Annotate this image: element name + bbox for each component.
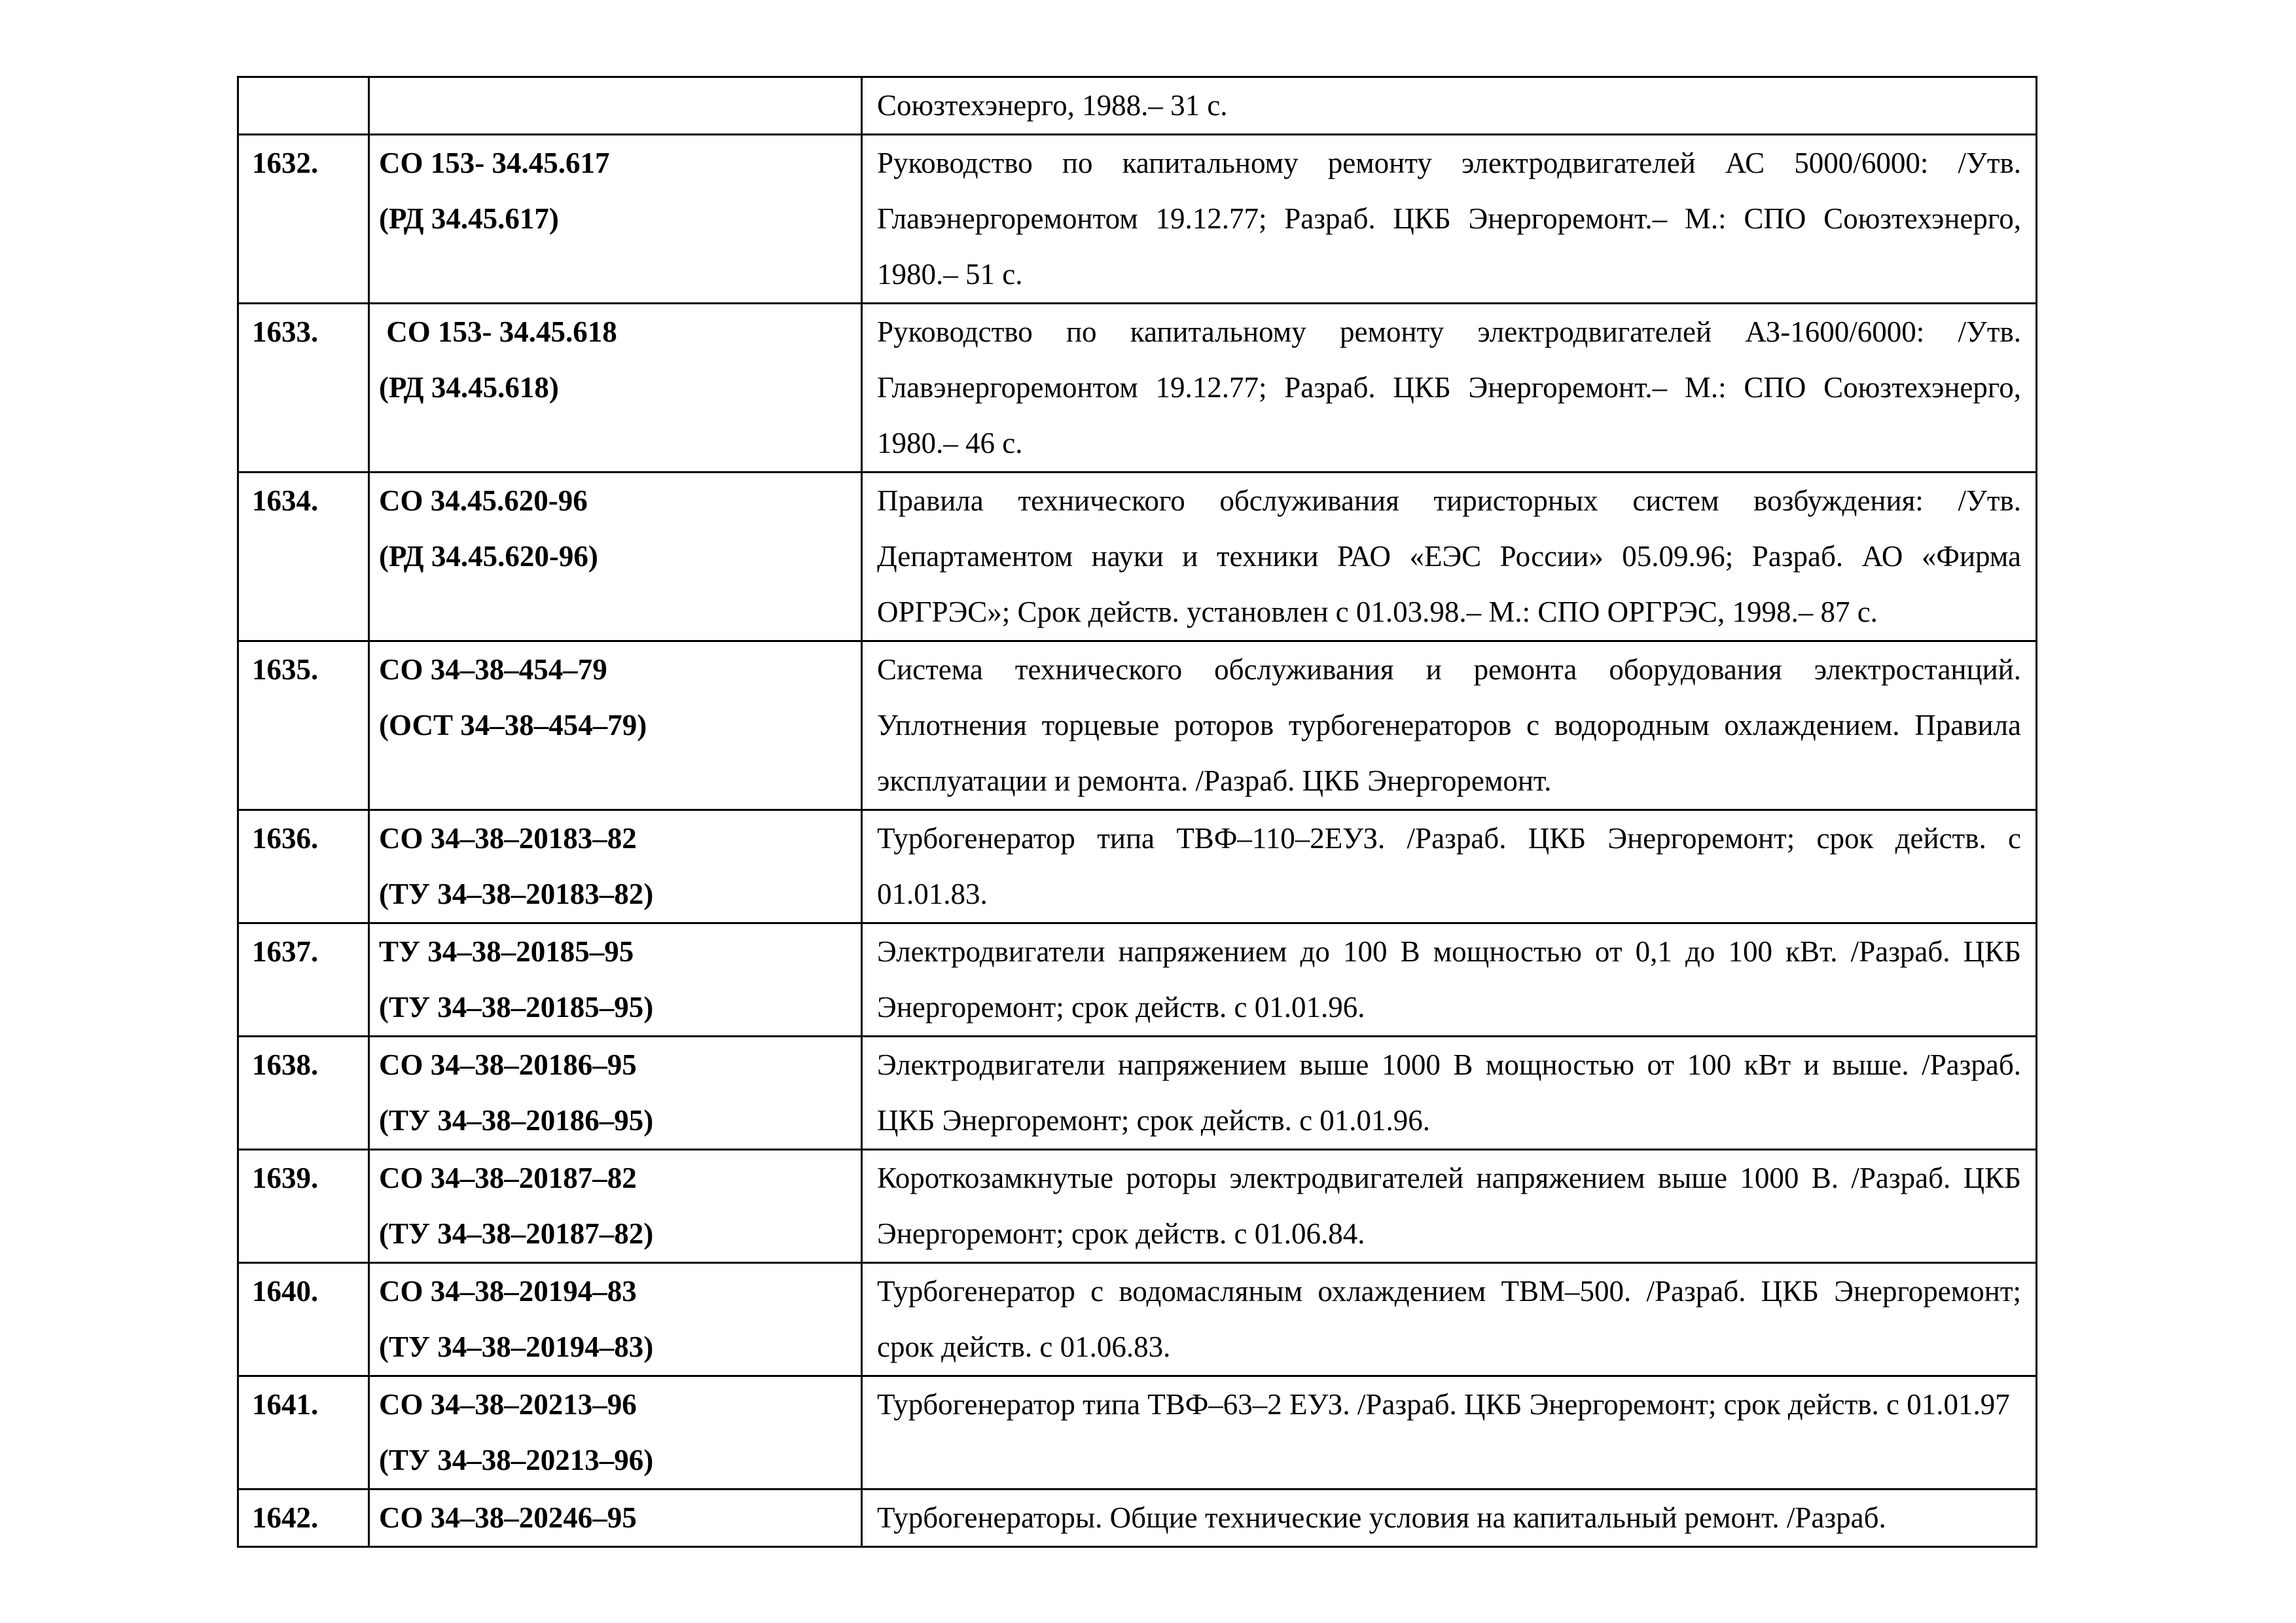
standard-code-cell	[369, 304, 862, 473]
standard-code-cell	[369, 1037, 862, 1150]
standard-code: СО 34–38–20186–95	[379, 1048, 637, 1081]
row-number	[238, 77, 369, 135]
standard-code: СО 153- 34.45.617	[379, 147, 610, 179]
standard-code-cell	[369, 1150, 862, 1263]
row-number: 1632.	[238, 135, 369, 304]
row-number: 1641.	[238, 1376, 369, 1489]
alternate-code: (РД 34.45.618)	[379, 371, 559, 404]
row-number: 1642.	[238, 1489, 369, 1547]
alternate-code: (РД 34.45.617)	[379, 202, 559, 235]
standard-code: СО 34.45.620-96	[379, 484, 588, 517]
standards-table	[237, 76, 2037, 1548]
standard-code: СО 34–38–20183–82	[379, 822, 637, 855]
standard-description: Руководство по капитальному ремонту электродвигателей АС 5000/6000: /Утв. Главэнергоремонтом 19.12.77; Разраб. ЦКБ Энергоремонт.– М.: СПО Союзтехэнерго, 1980.– 51 с.	[862, 135, 2037, 304]
standard-code-cell	[369, 1489, 862, 1547]
standard-description: Турбогенератор с водомасляным охлаждением ТВМ–500. /Разраб. ЦКБ Энергоремонт; срок действ. с 01.06.83.	[862, 1263, 2037, 1376]
alternate-code: (ОСТ 34–38–454–79)	[379, 709, 647, 741]
table-row	[238, 1489, 2037, 1547]
row-number: 1640.	[238, 1263, 369, 1376]
alternate-code: (ТУ 34–38–20213–96)	[379, 1444, 654, 1476]
standard-code: ТУ 34–38–20185–95	[379, 935, 634, 968]
alternate-code: (ТУ 34–38–20183–82)	[379, 878, 654, 910]
standard-description: Электродвигатели напряжением выше 1000 В мощностью от 100 кВт и выше. /Разраб. ЦКБ Энергоремонт; срок действ. с 01.01.96.	[862, 1037, 2037, 1150]
standard-code-cell	[369, 1263, 862, 1376]
table-row	[238, 1376, 2037, 1489]
standard-code: СО 34–38–20194–83	[379, 1275, 637, 1308]
standard-description: Турбогенераторы. Общие технические условия на капитальный ремонт. /Разраб.	[862, 1489, 2037, 1547]
standard-description: Руководство по капитальному ремонту электродвигателей АЗ-1600/6000: /Утв. Главэнергоремонтом 19.12.77; Разраб. ЦКБ Энергоремонт.– М.: СПО Союзтехэнерго, 1980.– 46 с.	[862, 304, 2037, 473]
standard-description: Система технического обслуживания и ремонта оборудования электростанций. Уплотнения торцевые роторов турбогенераторов с водородным охлаждением. Правила эксплуатации и ремонта. /Разраб. ЦКБ Энергоремонт.	[862, 641, 2037, 810]
table-row	[238, 1263, 2037, 1376]
table-row	[238, 641, 2037, 810]
row-number: 1633.	[238, 304, 369, 473]
standard-code-cell	[369, 1376, 862, 1489]
standard-code-cell	[369, 810, 862, 923]
row-number: 1639.	[238, 1150, 369, 1263]
row-number: 1635.	[238, 641, 369, 810]
standard-code-cell	[369, 923, 862, 1037]
row-number: 1634.	[238, 473, 369, 641]
row-number: 1638.	[238, 1037, 369, 1150]
standard-code: СО 34–38–20213–96	[379, 1388, 637, 1421]
table-row	[238, 77, 2037, 135]
table-row	[238, 304, 2037, 473]
standard-description: Союзтехэнерго, 1988.– 31 с.	[862, 77, 2037, 135]
table-row	[238, 473, 2037, 641]
standard-description: Короткозамкнутые роторы электродвигателей напряжением выше 1000 В. /Разраб. ЦКБ Энергоремонт; срок действ. с 01.06.84.	[862, 1150, 2037, 1263]
standard-description: Электродвигатели напряжением до 100 В мощностью от 0,1 до 100 кВт. /Разраб. ЦКБ Энергоремонт; срок действ. с 01.01.96.	[862, 923, 2037, 1037]
row-number: 1636.	[238, 810, 369, 923]
standard-description: Турбогенератор типа ТВФ–63–2 ЕУЗ. /Разраб. ЦКБ Энергоремонт; срок действ. с 01.01.97	[862, 1376, 2037, 1489]
standard-code: СО 34–38–20187–82	[379, 1162, 637, 1194]
standard-code: СО 34–38–20246–95	[379, 1501, 637, 1534]
alternate-code: (РД 34.45.620-96)	[379, 540, 598, 573]
alternate-code: (ТУ 34–38–20194–83)	[379, 1330, 654, 1363]
standard-code-cell	[369, 641, 862, 810]
standard-description: Правила технического обслуживания тиристорных систем возбуждения: /Утв. Департаментом науки и техники РАО «ЕЭС России» 05.09.96; Разраб. АО «Фирма ОРГРЭС»; Срок действ. установлен с 01.03.98.– М.: СПО ОРГРЭС, 1998.– 87 с.	[862, 473, 2037, 641]
table-row	[238, 135, 2037, 304]
standard-code: СО 153- 34.45.618	[379, 315, 617, 348]
alternate-code: (ТУ 34–38–20186–95)	[379, 1104, 654, 1137]
table-row	[238, 923, 2037, 1037]
alternate-code: (ТУ 34–38–20187–82)	[379, 1217, 654, 1250]
table-row	[238, 1037, 2037, 1150]
table-row	[238, 810, 2037, 923]
standards-table-body	[238, 77, 2037, 1547]
standard-code-cell	[369, 135, 862, 304]
standard-description: Турбогенератор типа ТВФ–110–2ЕУЗ. /Разраб. ЦКБ Энергоремонт; срок действ. с 01.01.83.	[862, 810, 2037, 923]
standard-code-cell	[369, 77, 862, 135]
table-row	[238, 1150, 2037, 1263]
alternate-code: (ТУ 34–38–20185–95)	[379, 991, 654, 1024]
standard-code: СО 34–38–454–79	[379, 653, 607, 686]
standard-code-cell	[369, 473, 862, 641]
row-number: 1637.	[238, 923, 369, 1037]
